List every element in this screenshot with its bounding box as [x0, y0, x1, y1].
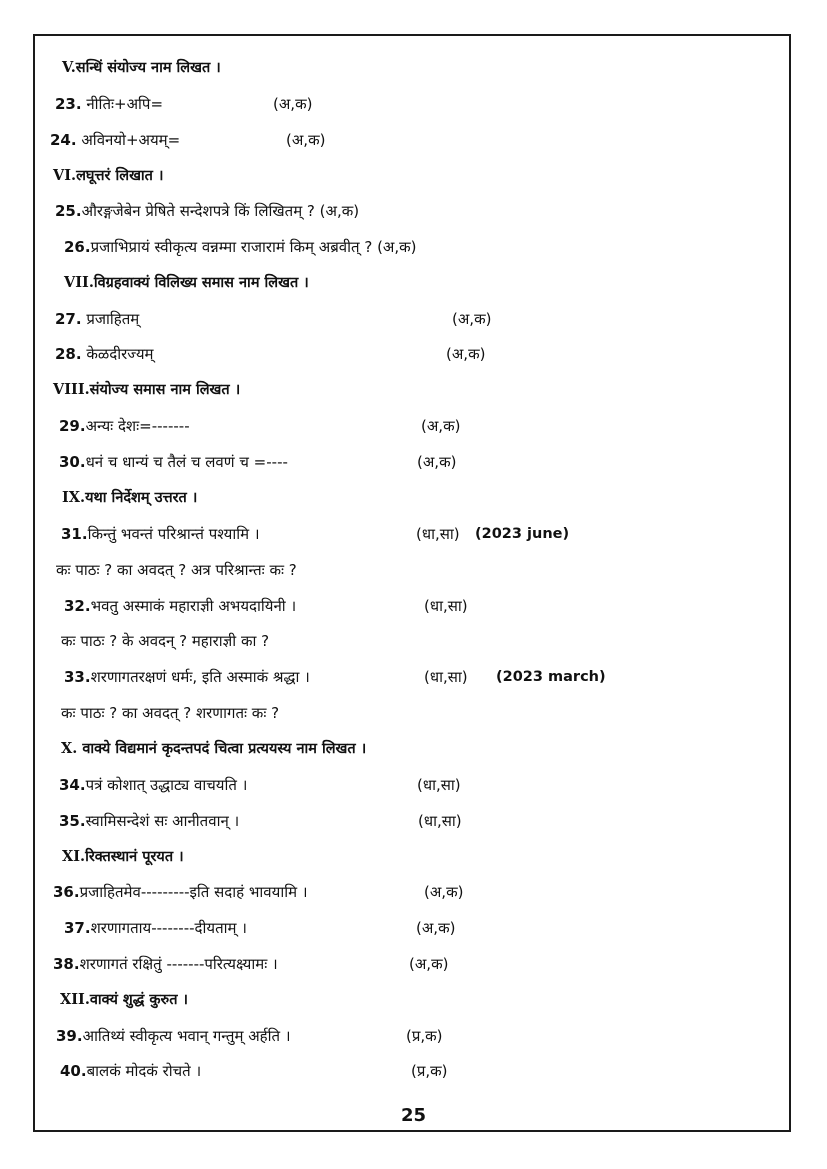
- question-number: 40.: [60, 1062, 87, 1080]
- question-32: [64, 596, 296, 616]
- question-36: [53, 882, 308, 902]
- question-28: [55, 344, 154, 364]
- question-number: 37.: [64, 919, 91, 937]
- question-33: [64, 667, 310, 687]
- question-text: बालकं मोदकं रोचते ।: [86, 1062, 202, 1080]
- question-23: [55, 94, 163, 114]
- section-heading-ix: IX.यथा निर्देशम् उत्तरत ।: [62, 489, 198, 506]
- question-28-code: (अ,क): [446, 345, 486, 363]
- question-text: धनं च धान्यं च तैलं च लवणं च =----: [85, 453, 288, 471]
- question-text: प्रजाहितम्: [81, 310, 140, 328]
- question-35: [59, 811, 239, 831]
- question-40-code: (प्र,क): [411, 1062, 448, 1080]
- question-38-code: (अ,क): [409, 955, 449, 973]
- section-heading-v: V.सन्धिं संयोज्य नाम लिखत ।: [62, 59, 221, 76]
- question-33-subquestions: कः पाठः ? का अवदत् ? शरणागतः कः ?: [61, 704, 280, 722]
- question-32-code: (धा,सा): [424, 597, 468, 615]
- question-31-subquestions: कः पाठः ? का अवदत् ? अत्र परिश्रान्तः कः ?: [56, 561, 297, 579]
- question-40: [60, 1061, 201, 1081]
- question-text: शरणागतं रक्षितुं -------परित्यक्ष्यामः ।: [79, 955, 278, 973]
- section-heading-vi: VI.लघूत्तरं लिखात ।: [53, 167, 164, 184]
- question-number: 39.: [56, 1027, 83, 1045]
- question-text: किन्तुं भवन्तं परिश्रान्तं पश्यामि ।: [87, 525, 260, 543]
- question-number: 29.: [59, 417, 86, 435]
- question-number: 38.: [53, 955, 80, 973]
- question-37-code: (अ,क): [416, 919, 456, 937]
- section-heading-xi: XI.रिक्तस्थानं पूरयत ।: [62, 848, 184, 865]
- question-24: [50, 130, 180, 150]
- question-33-code: (धा,सा): [424, 668, 468, 686]
- question-number: 23.: [55, 95, 82, 113]
- question-text: शरणागताय--------दीयताम् ।: [90, 919, 247, 937]
- question-30: [59, 452, 288, 472]
- question-text: आतिथ्यं स्वीकृत्य भवान् गन्तुम् अर्हति ।: [82, 1027, 291, 1045]
- question-39-code: (प्र,क): [406, 1027, 443, 1045]
- question-29-code: (अ,क): [421, 417, 461, 435]
- question-text: अविनयो+अयम्=: [76, 131, 181, 149]
- section-heading-x: X. वाक्ये विद्यमानं कृदन्तपदं चित्वा प्रत्ययस्य नाम लिखत ।: [61, 740, 367, 757]
- question-text: शरणागतरक्षणं धर्मः, इति अस्माकं श्रद्धा ।: [90, 668, 310, 686]
- question-number: 30.: [59, 453, 86, 471]
- question-number: 35.: [59, 812, 86, 830]
- question-number: 31.: [61, 525, 88, 543]
- question-number: 32.: [64, 597, 91, 615]
- question-text: प्रजाभिप्रायं स्वीकृत्य वन्नम्मा राजारामं किम् अब्रवीत् ? (अ,क): [90, 238, 417, 256]
- question-text: स्वामिसन्देशं सः आनीतवान् ।: [85, 812, 240, 830]
- question-text: औरङ्गजेबेन प्रेषिते सन्देशपत्रे किं लिखितम् ? (अ,क): [81, 202, 360, 220]
- question-text: अन्यः देशः=-------: [85, 417, 190, 435]
- question-31: [61, 524, 260, 544]
- question-35-code: (धा,सा): [418, 812, 462, 830]
- question-30-code: (अ,क): [417, 453, 457, 471]
- question-38: [53, 954, 278, 974]
- question-text: भवतु अस्माकं महाराज्ञी अभयदायिनी ।: [90, 597, 297, 615]
- question-39: [56, 1026, 291, 1046]
- question-34: [59, 775, 247, 795]
- page-number: 25: [400, 1105, 427, 1126]
- section-heading-viii: VIII.संयोज्य समास नाम लिखत ।: [53, 381, 241, 398]
- question-number: 26.: [64, 238, 91, 256]
- section-heading-vii: VII.विग्रहवाक्यं विलिख्य समास नाम लिखत ।: [64, 274, 309, 291]
- question-25: [55, 201, 359, 221]
- exam-tag-2023-june: (2023 june): [475, 526, 570, 542]
- question-text: नीतिः+अपि=: [81, 95, 164, 113]
- question-number: 33.: [64, 668, 91, 686]
- question-32-subquestions: कः पाठः ? के अवदन् ? महाराज्ञी का ?: [61, 632, 270, 650]
- question-27-code: (अ,क): [452, 310, 492, 328]
- question-29: [59, 416, 190, 436]
- question-37: [64, 918, 247, 938]
- question-number: 27.: [55, 310, 82, 328]
- question-23-code: (अ,क): [273, 95, 313, 113]
- question-text: केळदीरज्यम्: [81, 345, 154, 363]
- question-34-code: (धा,सा): [417, 776, 461, 794]
- question-number: 28.: [55, 345, 82, 363]
- question-text: प्रजाहितमेव---------इति सदाहं भावयामि ।: [79, 883, 308, 901]
- section-heading-xii: XII.वाक्यं शुद्धं कुरुत ।: [60, 991, 189, 1008]
- question-number: 24.: [50, 131, 77, 149]
- question-number: 36.: [53, 883, 80, 901]
- question-24-code: (अ,क): [286, 131, 326, 149]
- question-36-code: (अ,क): [424, 883, 464, 901]
- question-31-code: (धा,सा): [416, 525, 460, 543]
- exam-tag-2023-march: (2023 march): [496, 669, 606, 685]
- question-26: [64, 237, 417, 257]
- question-number: 34.: [59, 776, 86, 794]
- question-27: [55, 309, 139, 329]
- question-text: पत्रं कोशात् उद्धाट्य वाचयति ।: [85, 776, 248, 794]
- question-number: 25.: [55, 202, 82, 220]
